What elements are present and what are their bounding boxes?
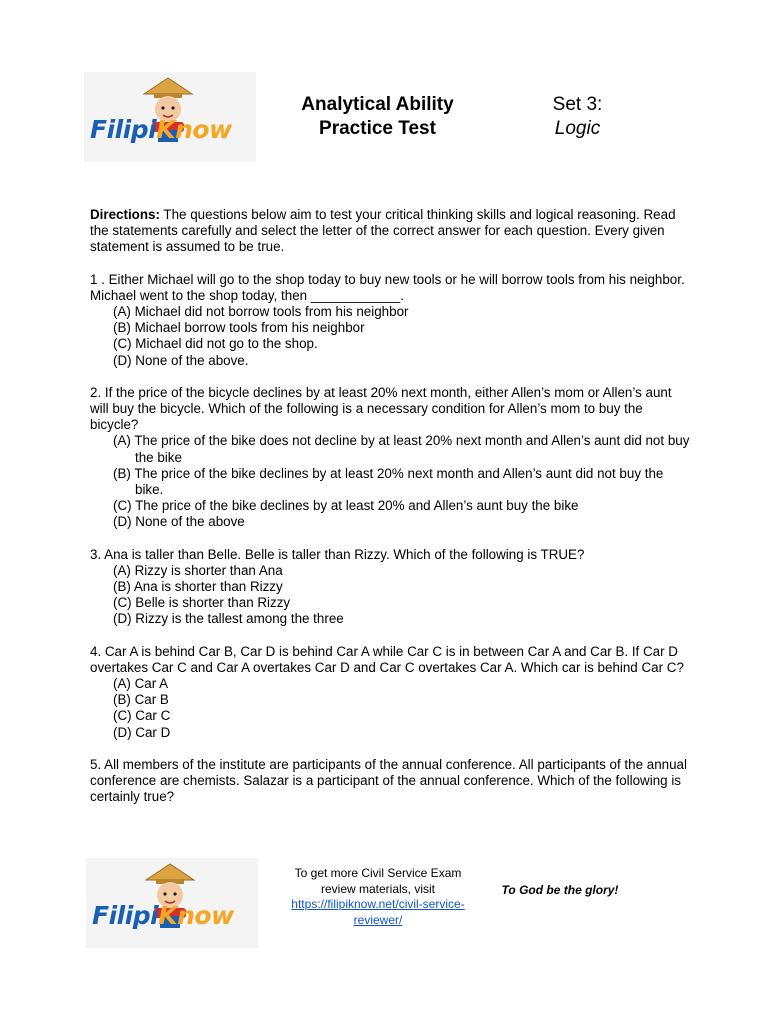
question-block <box>90 547 690 628</box>
question-text: 5. All members of the institute are participants of the annual conference. All participants of the annual conference are chemists. Salazar is a participant of the annual conference. Which of the following is certainly true? <box>90 756 687 805</box>
directions-text: The questions below aim to test your critical thinking skills and logical reasoning. Read the statements carefully and select the letter of the correct answer for each question. Every given statement is assumed to be true. <box>90 207 676 255</box>
question-block <box>90 272 690 369</box>
logo-wordmark: FilipiKnow <box>92 901 234 930</box>
question-text: 4. Car A is behind Car B, Car D is behind Car A while Car C is in between Car A and Car B. If Car D overtakes Car C and Car A overtakes Car D and Car C overtakes Car A. Which car is behind Car C? <box>90 643 684 675</box>
answer-option: (D) Rizzy is the tallest among the three <box>113 611 344 627</box>
answer-options <box>113 433 690 530</box>
answer-option: (A) Michael did not borrow tools from his neighbor <box>113 304 409 320</box>
answer-option: (C) Belle is shorter than Rizzy <box>113 595 291 611</box>
answer-option: (C) Car C <box>113 708 171 724</box>
question-text: 2. If the price of the bicycle declines by at least 20% next month, either Allen’s mom or Allen’s aunt will buy the bicycle. Which of the following is a necessary condition for Allen’s mom to buy the bicycle? <box>90 384 672 433</box>
answer-options <box>113 563 690 628</box>
filipiknow-footer-logo <box>86 858 258 948</box>
answer-option: (D) None of the above. <box>113 352 249 368</box>
set-topic: Logic <box>554 118 601 139</box>
test-content <box>90 207 690 822</box>
directions-label: Directions: <box>90 207 160 222</box>
answer-option: (D) None of the above <box>113 514 245 530</box>
answer-option: (B) Ana is shorter than Rizzy <box>113 579 283 595</box>
page-title: Analytical Ability Practice Test <box>301 94 454 139</box>
set-label: Set 3: Logic <box>530 93 625 141</box>
answer-option: (A) The price of the bike does not decline by at least 20% next month and Allen’s aunt did not buy the bike <box>113 433 690 465</box>
answer-option: (D) Car D <box>113 724 171 740</box>
question-block <box>90 644 690 741</box>
questions-list <box>90 272 690 806</box>
answer-option: (C) The price of the bike declines by at least 20% and Allen’s aunt buy the bike <box>113 498 579 514</box>
answer-options <box>113 676 690 741</box>
answer-option: (B) The price of the bike declines by at least 20% next month and Allen’s aunt did not buy the bike. <box>113 465 664 498</box>
answer-option: (C) Michael did not go to the shop. <box>113 336 318 352</box>
answer-option: (B) Michael borrow tools from his neighbor <box>113 320 365 336</box>
reviewer-link[interactable]: https://filipiknow.net/civil-service-reviewer/ <box>291 897 465 927</box>
answer-options <box>113 304 690 369</box>
directions <box>90 207 690 256</box>
footer-note: To get more Civil Service Exam review materials, visit https://filipiknow.net/civil-service-reviewer/ <box>291 866 465 927</box>
logo-wordmark: FilipiKnow <box>90 115 232 144</box>
filipiknow-logo <box>84 72 256 162</box>
answer-option: (B) Car B <box>113 692 169 708</box>
answer-option: (A) Rizzy is shorter than Ana <box>113 562 283 578</box>
footer-tagline: To God be the glory! <box>501 883 619 897</box>
question-text: 3. Ana is taller than Belle. Belle is taller than Rizzy. Which of the following is TRUE? <box>90 546 585 562</box>
question-text: 1 . Either Michael will go to the shop today to buy new tools or he will borrow tools from his neighbor. Michael went to the shop today, then ____________. <box>90 271 685 303</box>
answer-option: (A) Car A <box>113 676 169 692</box>
question-block <box>90 385 690 531</box>
question-block <box>90 757 690 806</box>
